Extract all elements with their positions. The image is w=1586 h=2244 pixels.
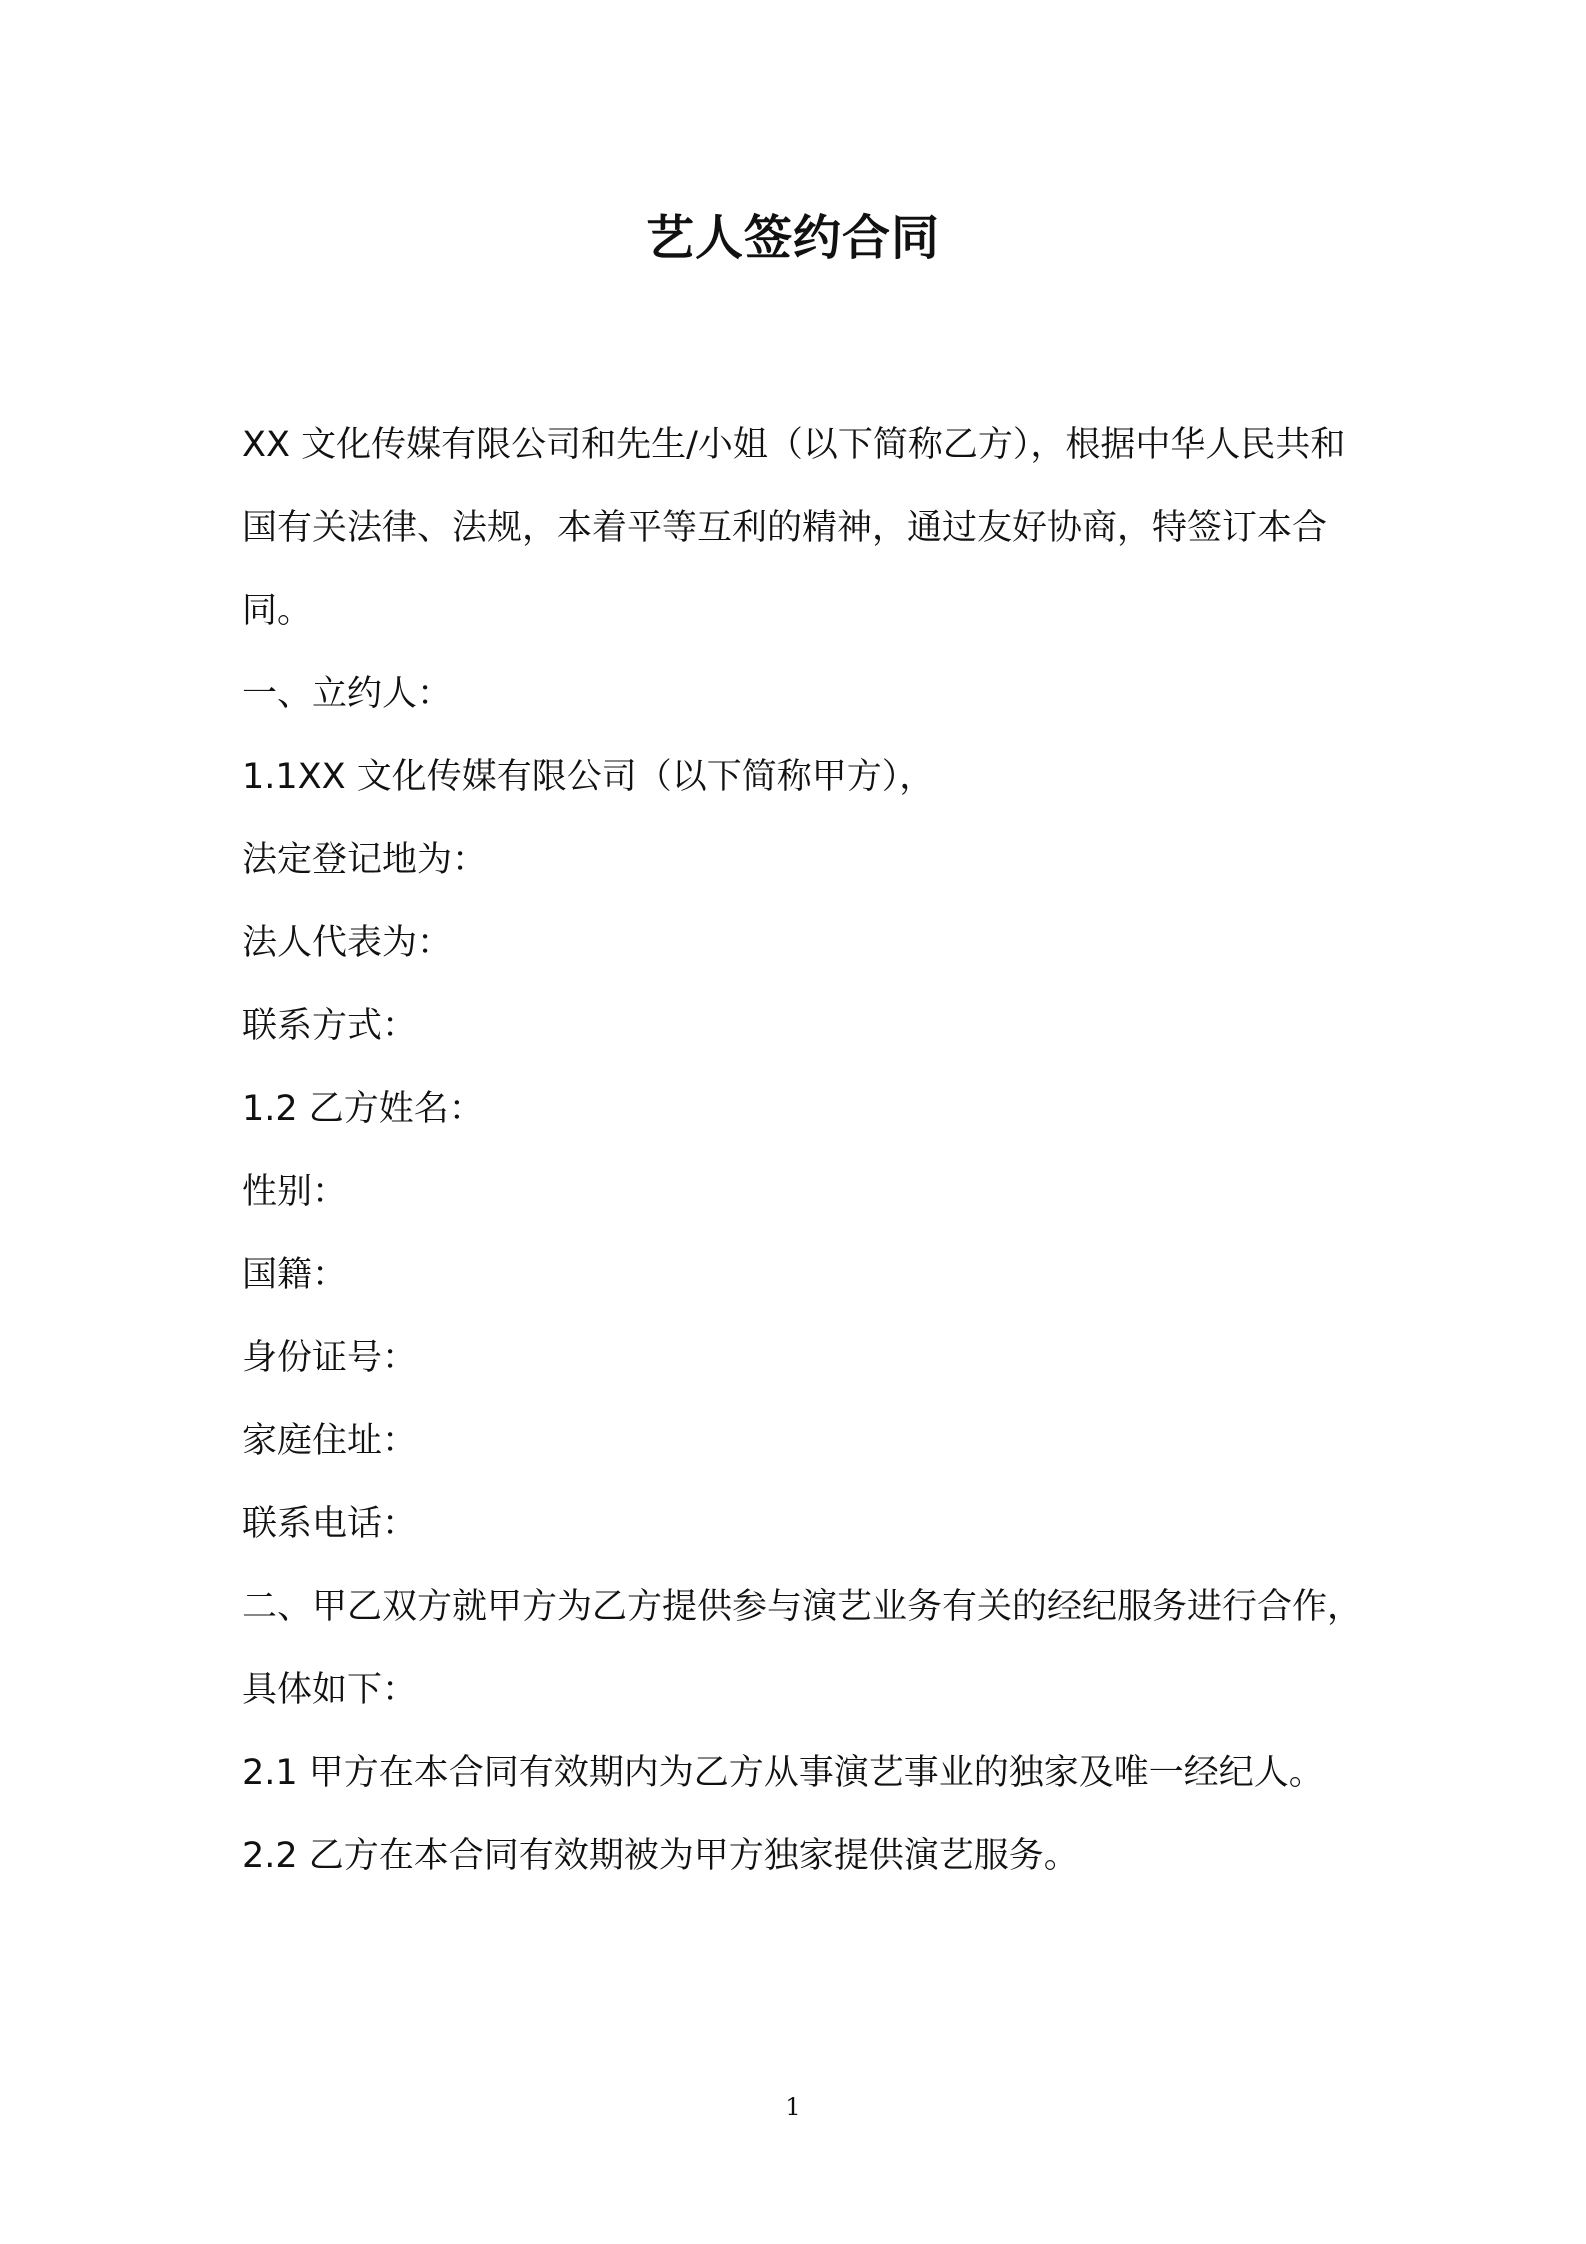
clause-2-1: 2.1 甲方在本合同有效期内为乙方从事演艺事业的独家及唯一经纪人。: [242, 1753, 1324, 1793]
document-body: [242, 404, 1362, 1898]
field-contact-method: 联系方式：: [242, 1006, 418, 1046]
intro-paragraph: XX 文化传媒有限公司和先生/小姐（以下简称乙方），根据中华人民共和国有关法律、法规，本着平等互利的精神，通过友好协商，特签订本合同。: [242, 425, 1346, 631]
document-title: 艺人签约合同: [645, 210, 940, 266]
field-home-address: 家庭住址：: [242, 1421, 418, 1461]
section-2-heading: 二、甲乙双方就甲方为乙方提供参与演艺业务有关的经纪服务进行合作，具体如下：: [242, 1587, 1363, 1710]
field-legal-representative: 法人代表为：: [242, 923, 453, 963]
field-phone: 联系电话：: [242, 1504, 418, 1544]
field-nationality: 国籍：: [242, 1255, 348, 1295]
page-number: 1: [785, 2093, 801, 2121]
clause-1-1: 1.1XX 文化传媒有限公司（以下简称甲方），: [242, 757, 935, 797]
field-gender: 性别：: [242, 1172, 348, 1212]
section-1-heading: 一、立约人：: [242, 674, 453, 714]
field-id-number: 身份证号：: [242, 1338, 418, 1378]
clause-1-2: 1.2 乙方姓名：: [242, 1089, 484, 1129]
clause-2-2: 2.2 乙方在本合同有效期被为甲方独家提供演艺服务。: [242, 1836, 1079, 1876]
field-registered-address: 法定登记地为：: [242, 840, 488, 880]
